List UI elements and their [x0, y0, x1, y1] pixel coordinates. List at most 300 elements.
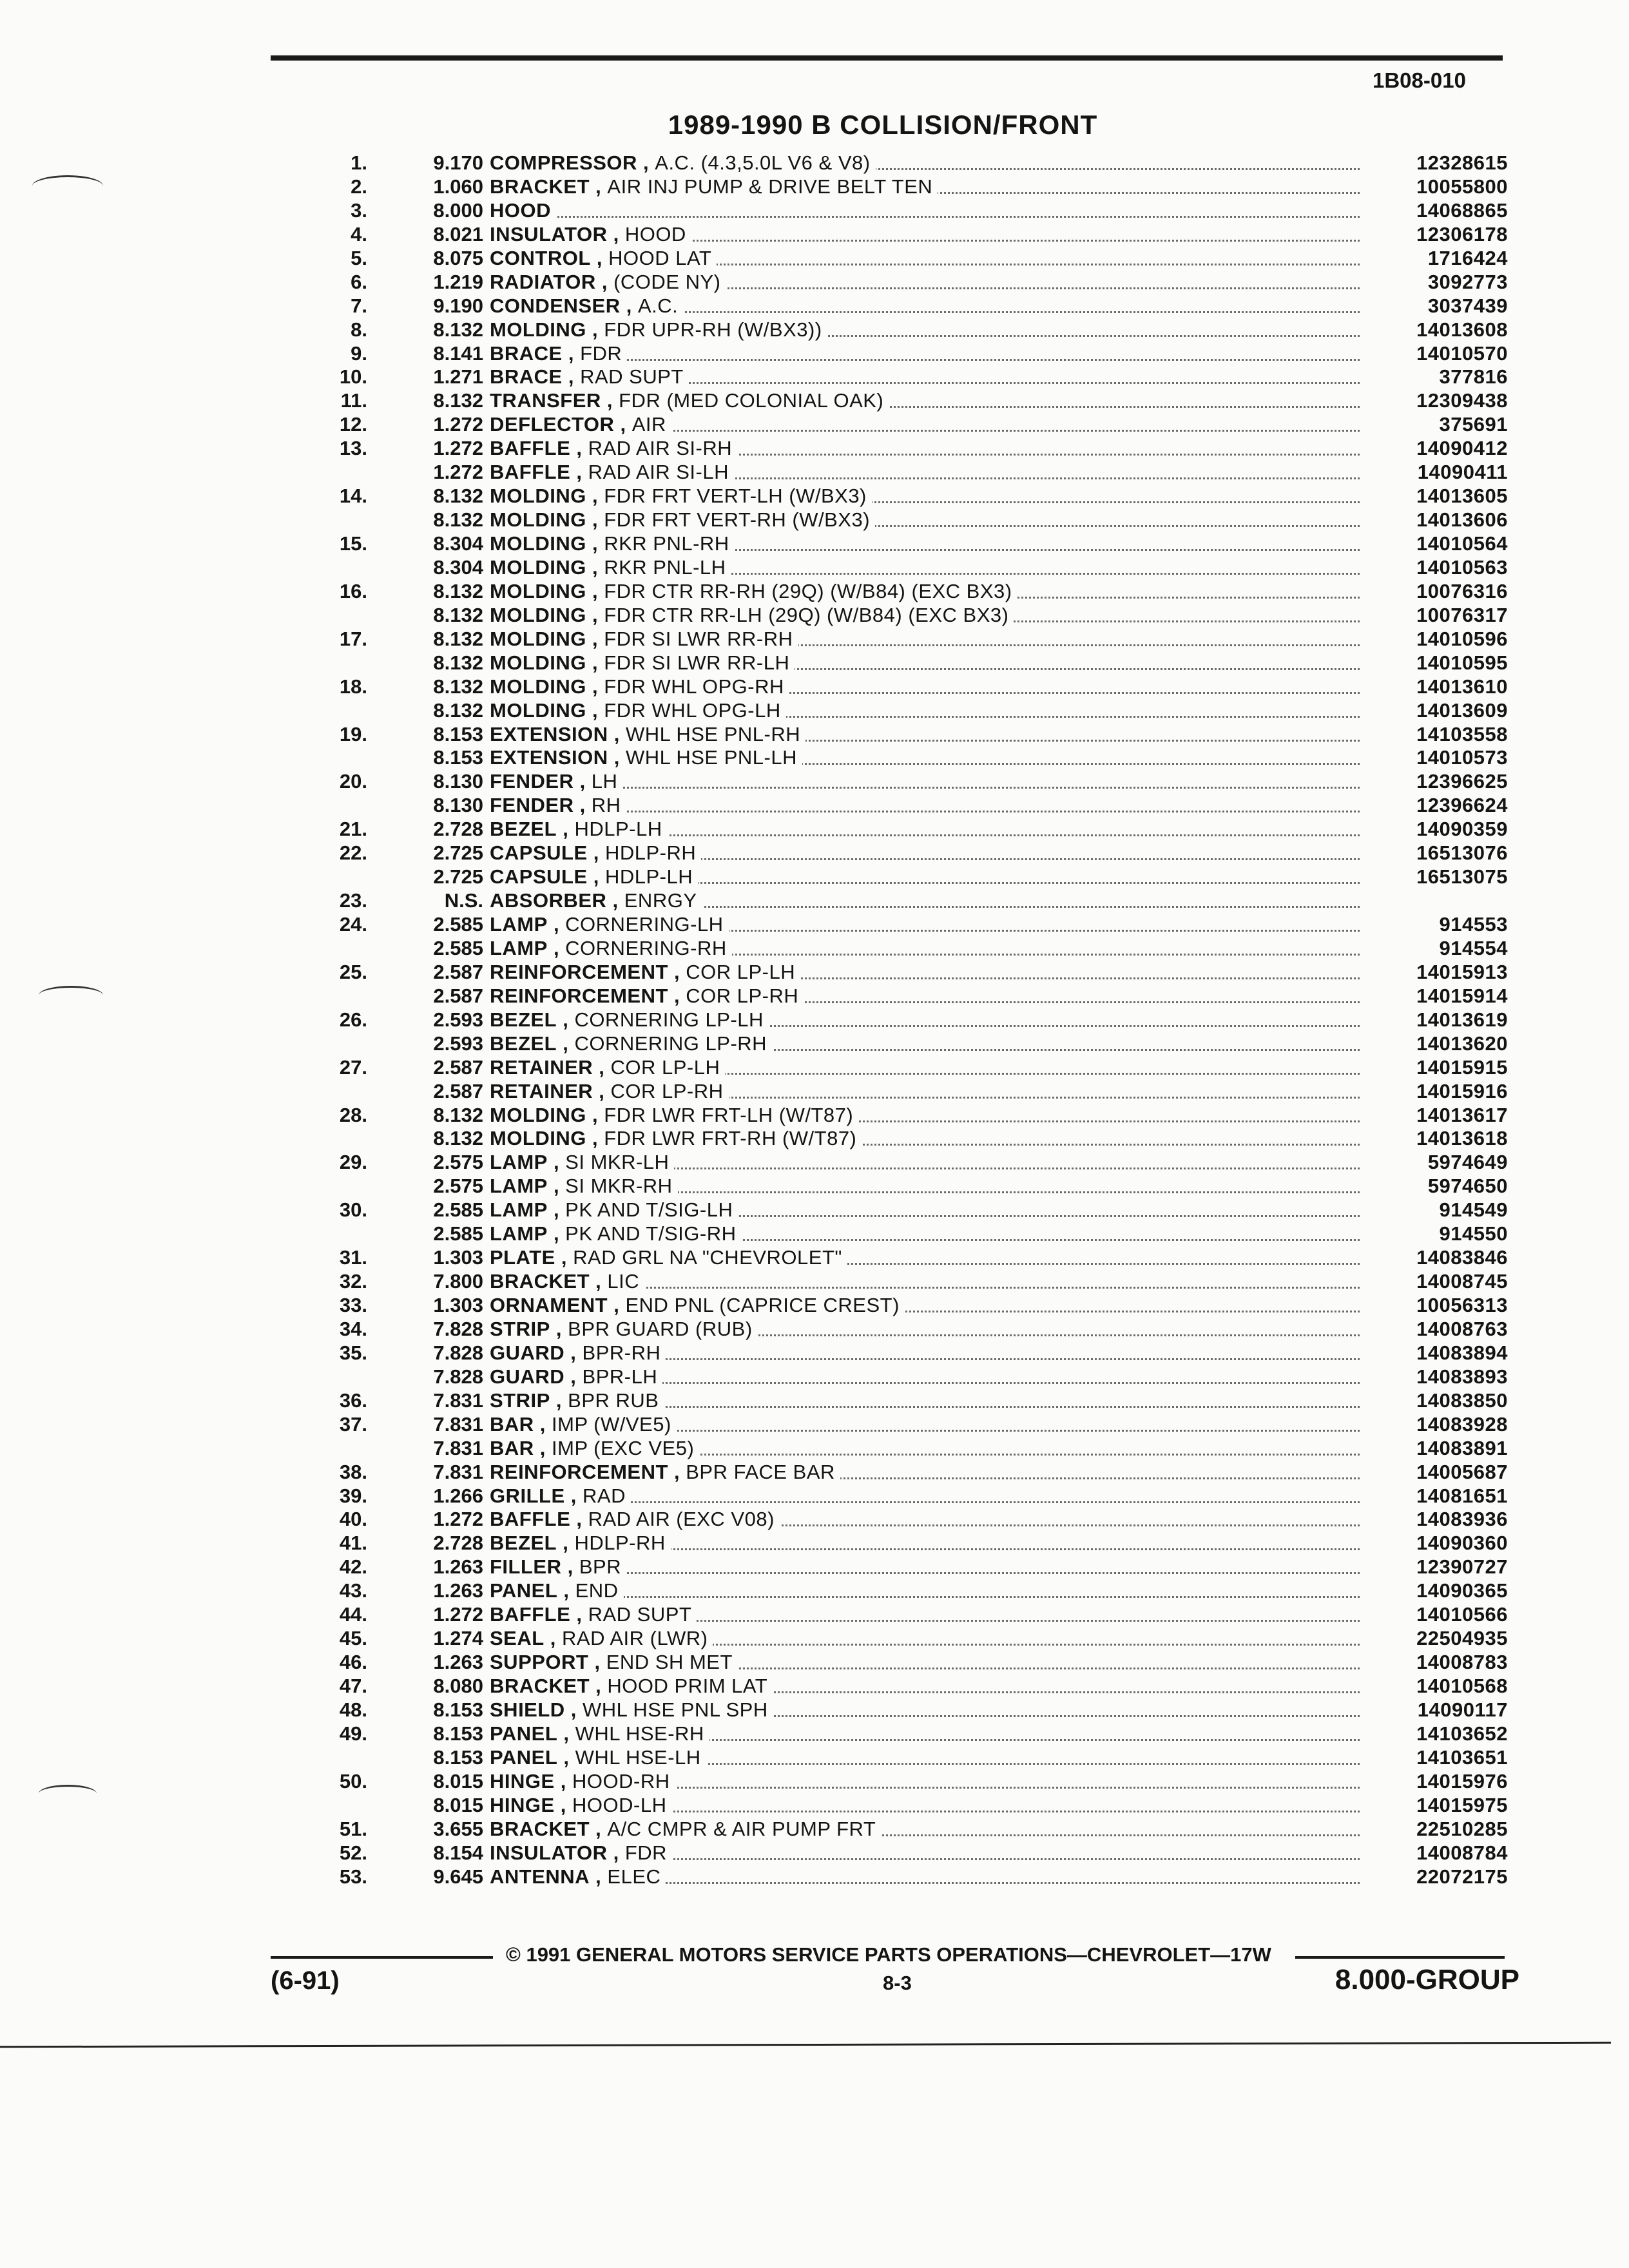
- part-number: 22510285: [1416, 1817, 1508, 1840]
- scan-mark: [32, 175, 103, 197]
- group-number: 8.132: [433, 508, 483, 532]
- part-number: 14008745: [1416, 1270, 1508, 1293]
- parts-row: [277, 1698, 1514, 1722]
- name-separator: ,: [586, 675, 604, 698]
- name-separator: ,: [586, 485, 604, 508]
- item-number: 27.: [339, 1055, 367, 1079]
- item-number: 46.: [339, 1651, 367, 1674]
- name-separator: ,: [554, 1769, 573, 1792]
- group-number: 1.303: [433, 1246, 483, 1269]
- name-separator: ,: [606, 889, 624, 912]
- part-name: [490, 1293, 905, 1317]
- group-number: 2.587: [433, 1055, 483, 1079]
- group-number: 8.153: [433, 722, 483, 745]
- part-noun: RADIATOR: [490, 270, 596, 293]
- parts-row: [277, 436, 1514, 460]
- part-name: [490, 1507, 780, 1531]
- parts-row: [277, 532, 1514, 555]
- name-separator: ,: [593, 1055, 611, 1079]
- dot-leader: [496, 1596, 1360, 1598]
- part-name: [490, 651, 795, 675]
- parts-row: [277, 1865, 1514, 1888]
- item-number: 32.: [339, 1270, 367, 1293]
- part-name: [490, 1079, 729, 1103]
- parts-row: [277, 318, 1514, 341]
- parts-row: [277, 1531, 1514, 1555]
- group-number: 8.075: [433, 246, 483, 269]
- parts-row: [277, 1793, 1514, 1817]
- part-noun: BRACKET: [490, 1270, 590, 1293]
- part-name: [490, 865, 698, 889]
- part-name: [490, 675, 789, 698]
- part-description: FDR FRT VERT-RH (W/BX3): [604, 508, 871, 532]
- part-description: HOOD-RH: [572, 1769, 670, 1792]
- part-noun: HOOD: [490, 198, 551, 222]
- part-noun: PANEL: [490, 1745, 558, 1769]
- name-separator: ,: [547, 936, 566, 959]
- part-description: CORNERING-RH: [565, 936, 727, 959]
- part-description: FDR WHL OPG-RH: [604, 675, 784, 698]
- part-noun: MOLDING: [490, 603, 586, 626]
- parts-row: [277, 889, 1514, 912]
- part-number: 16513075: [1416, 865, 1508, 889]
- parts-row: [277, 1602, 1514, 1626]
- name-separator: ,: [586, 508, 604, 532]
- parts-row: [277, 222, 1514, 246]
- parts-row: [277, 1555, 1514, 1579]
- part-description: WHL HSE PNL-LH: [626, 746, 797, 769]
- name-separator: ,: [557, 1532, 575, 1555]
- part-number: 914554: [1439, 936, 1508, 959]
- part-description: BPR-RH: [582, 1341, 661, 1364]
- part-name: [490, 1865, 666, 1888]
- part-number: 14013619: [1416, 1008, 1508, 1031]
- part-noun: MOLDING: [490, 651, 586, 674]
- part-name: [490, 1032, 772, 1055]
- group-number: 9.170: [433, 151, 483, 174]
- page-title: 1989-1990 B COLLISION/FRONT: [668, 110, 1098, 140]
- parts-row: [277, 1507, 1514, 1531]
- parts-list: [277, 151, 1514, 1888]
- name-separator: ,: [590, 1817, 608, 1840]
- group-number: 2.585: [433, 1222, 483, 1245]
- part-description: FDR: [580, 341, 622, 365]
- group-number: 3.655: [433, 1817, 483, 1840]
- name-separator: ,: [562, 365, 581, 389]
- part-noun: BAFFLE: [490, 461, 571, 484]
- part-noun: MOLDING: [490, 579, 586, 602]
- part-number: 14010564: [1416, 532, 1508, 555]
- parts-row: [277, 341, 1514, 365]
- part-name: [490, 603, 1014, 627]
- part-name: [490, 1245, 847, 1269]
- part-name: [490, 1269, 644, 1293]
- part-noun: LAMP: [490, 1151, 548, 1174]
- part-name: [490, 769, 622, 793]
- part-number: 14083928: [1416, 1412, 1508, 1436]
- part-number: 14010596: [1416, 627, 1508, 650]
- part-number: 10076317: [1416, 603, 1508, 626]
- part-noun: INSULATOR: [490, 222, 608, 245]
- name-separator: ,: [586, 1103, 604, 1126]
- group-number: 8.021: [433, 222, 483, 245]
- group-number: 8.132: [433, 318, 483, 341]
- part-name: [490, 294, 683, 318]
- footer-rule: [271, 1956, 493, 1959]
- part-number: 14083893: [1416, 1365, 1508, 1388]
- part-number: 14013620: [1416, 1032, 1508, 1055]
- group-number: 2.575: [433, 1151, 483, 1174]
- parts-row: [277, 817, 1514, 841]
- group-number: 8.132: [433, 389, 483, 412]
- parts-row: [277, 769, 1514, 793]
- part-noun: MOLDING: [490, 485, 586, 508]
- part-name: [490, 555, 731, 579]
- item-number: 48.: [339, 1698, 367, 1721]
- item-number: 37.: [339, 1412, 367, 1436]
- part-name: [490, 889, 702, 912]
- part-description: RAD AIR (LWR): [562, 1627, 708, 1650]
- part-number: 14068865: [1416, 198, 1508, 222]
- name-separator: ,: [590, 246, 609, 269]
- part-description: ENRGY: [624, 889, 697, 912]
- part-noun: STRIP: [490, 1389, 550, 1412]
- part-name: [490, 1055, 725, 1079]
- part-name: [490, 817, 668, 841]
- item-number: 33.: [339, 1294, 367, 1316]
- group-number: 1.271: [433, 365, 483, 389]
- item-number: 23.: [339, 889, 367, 912]
- part-description: BPR RUB: [568, 1389, 659, 1412]
- group-number: 1.274: [433, 1627, 483, 1650]
- group-number: 8.153: [433, 1698, 483, 1721]
- item-number: 15.: [339, 532, 367, 555]
- part-noun: REINFORCEMENT: [490, 984, 668, 1007]
- group-number: 8.304: [433, 555, 483, 579]
- parts-row: [277, 1269, 1514, 1293]
- part-number: 10056313: [1416, 1294, 1508, 1316]
- name-separator: ,: [586, 318, 604, 341]
- item-number: 12.: [339, 413, 367, 436]
- part-number: 14010566: [1416, 1603, 1508, 1626]
- part-name: [490, 412, 671, 436]
- group-number: 8.015: [433, 1793, 483, 1816]
- part-noun: GRILLE: [490, 1484, 565, 1507]
- part-description: FDR CTR RR-LH (29Q) (W/B84) (EXC BX3): [604, 603, 1009, 626]
- part-name: [490, 246, 717, 270]
- group-number: 8.153: [433, 1745, 483, 1769]
- group-number: 8.132: [433, 1103, 483, 1126]
- part-number: 14083891: [1416, 1436, 1508, 1459]
- part-name: [490, 1769, 675, 1793]
- part-description: RKR PNL-RH: [604, 532, 729, 555]
- part-noun: COMPRESSOR: [490, 151, 637, 174]
- parts-row: [277, 1008, 1514, 1032]
- parts-row: [277, 246, 1514, 270]
- item-number: 47.: [339, 1675, 367, 1697]
- name-separator: ,: [586, 603, 604, 626]
- part-name: [490, 365, 689, 389]
- group-number: 2.725: [433, 841, 483, 865]
- part-name: [490, 1579, 624, 1602]
- group-number: 7.828: [433, 1365, 483, 1388]
- parts-row: [277, 1365, 1514, 1389]
- parts-row: [277, 627, 1514, 651]
- item-number: 39.: [339, 1484, 367, 1507]
- group-code: 8.000-GROUP: [1335, 1964, 1519, 1995]
- group-number: 7.831: [433, 1389, 483, 1412]
- part-number: 14005687: [1416, 1460, 1508, 1483]
- name-separator: ,: [564, 1341, 583, 1364]
- part-name: [490, 1365, 662, 1389]
- group-number: 1.272: [433, 461, 483, 484]
- parts-row: [277, 1389, 1514, 1412]
- name-separator: ,: [588, 1651, 606, 1674]
- group-number: 1.263: [433, 1579, 483, 1602]
- part-description: HOOD PRIM LAT: [607, 1675, 768, 1697]
- part-noun: LAMP: [490, 936, 548, 959]
- part-noun: MOLDING: [490, 698, 586, 722]
- group-number: 8.154: [433, 1841, 483, 1864]
- name-separator: ,: [590, 175, 608, 198]
- name-separator: ,: [590, 1675, 608, 1697]
- name-separator: ,: [668, 960, 686, 983]
- part-number: 14015915: [1416, 1055, 1508, 1079]
- part-number: 14013609: [1416, 698, 1508, 722]
- group-number: 7.831: [433, 1412, 483, 1436]
- item-number: 3.: [351, 198, 367, 222]
- part-noun: BRACKET: [490, 1675, 590, 1697]
- group-number: 7.831: [433, 1460, 483, 1483]
- part-number: 14010595: [1416, 651, 1508, 674]
- item-number: 22.: [339, 841, 367, 865]
- name-separator: ,: [544, 1627, 563, 1650]
- part-description: A/C CMPR & AIR PUMP FRT: [607, 1817, 876, 1840]
- name-separator: ,: [564, 1698, 583, 1721]
- part-noun: RETAINER: [490, 1055, 593, 1079]
- part-name: [490, 1817, 881, 1841]
- name-separator: ,: [547, 1175, 566, 1198]
- item-number: 35.: [339, 1341, 367, 1364]
- part-number: 14090117: [1417, 1698, 1508, 1721]
- group-number: 1.272: [433, 1508, 483, 1531]
- part-description: ELEC: [607, 1865, 661, 1888]
- name-separator: ,: [637, 151, 655, 174]
- part-noun: BAFFLE: [490, 1603, 571, 1626]
- part-number: 14010573: [1416, 746, 1508, 769]
- group-number: 8.132: [433, 1127, 483, 1150]
- part-description: FDR: [624, 1841, 668, 1864]
- part-noun: PANEL: [490, 1579, 558, 1602]
- parts-row: [277, 1841, 1514, 1865]
- name-separator: ,: [614, 413, 632, 436]
- part-description: BPR: [579, 1555, 622, 1579]
- part-description: RAD: [583, 1484, 626, 1507]
- parts-row: [277, 722, 1514, 746]
- group-number: 8.153: [433, 746, 483, 769]
- part-noun: BEZEL: [490, 818, 557, 841]
- revision-date: (6-91): [271, 1966, 340, 1995]
- group-number: N.S.: [444, 889, 483, 912]
- parts-row: [277, 984, 1514, 1008]
- name-separator: ,: [586, 555, 604, 579]
- part-description: COR LP-RH: [610, 1079, 724, 1102]
- part-noun: BEZEL: [490, 1032, 557, 1055]
- part-description: HOOD LAT: [608, 246, 712, 269]
- item-number: 4.: [351, 222, 367, 245]
- part-name: [490, 270, 726, 294]
- parts-row: [277, 1579, 1514, 1602]
- part-name: [490, 175, 938, 198]
- part-number: 12396624: [1416, 794, 1508, 817]
- part-number: 14083846: [1416, 1246, 1508, 1269]
- part-name: [490, 1174, 678, 1198]
- parts-row: [277, 698, 1514, 722]
- group-number: 2.725: [433, 865, 483, 889]
- part-number: 5974649: [1427, 1151, 1508, 1174]
- item-number: 44.: [339, 1603, 367, 1626]
- part-number: 914553: [1439, 913, 1508, 936]
- part-number: 22504935: [1416, 1627, 1508, 1650]
- name-separator: ,: [586, 651, 604, 674]
- part-number: 12396625: [1416, 770, 1508, 793]
- part-name: [490, 1150, 674, 1174]
- group-number: 2.585: [433, 913, 483, 936]
- name-separator: ,: [547, 913, 566, 936]
- dot-leader: [496, 787, 1360, 789]
- part-name: [490, 1674, 773, 1698]
- name-separator: ,: [601, 389, 619, 412]
- group-number: 8.132: [433, 579, 483, 602]
- part-noun: FENDER: [490, 794, 574, 817]
- part-description: A.C.: [637, 294, 679, 317]
- part-description: FDR SI LWR RR-RH: [604, 627, 793, 650]
- part-number: 14008783: [1416, 1651, 1508, 1674]
- group-number: 1.272: [433, 437, 483, 460]
- part-number: 12328615: [1416, 151, 1508, 174]
- parts-row: [277, 1174, 1514, 1198]
- name-separator: ,: [607, 222, 625, 245]
- group-number: 8.132: [433, 651, 483, 674]
- part-noun: ABSORBER: [490, 889, 607, 912]
- part-noun: BRACE: [490, 365, 563, 389]
- name-separator: ,: [555, 1246, 574, 1269]
- item-number: 42.: [339, 1555, 367, 1579]
- group-number: 1.263: [433, 1555, 483, 1579]
- part-name: [490, 532, 735, 555]
- group-number: 8.132: [433, 627, 483, 650]
- item-number: 21.: [339, 818, 367, 841]
- part-name: [490, 341, 627, 365]
- part-description: END PNL (CAPRICE CREST): [625, 1294, 900, 1316]
- part-name: [490, 1602, 697, 1626]
- part-description: CORNERING LP-RH: [574, 1032, 767, 1055]
- group-number: 7.828: [433, 1317, 483, 1340]
- group-number: 1.263: [433, 1651, 483, 1674]
- parts-row: [277, 841, 1514, 865]
- part-number: 14103558: [1416, 722, 1508, 745]
- group-number: 1.303: [433, 1294, 483, 1316]
- part-description: FDR SI LWR RR-LH: [604, 651, 790, 674]
- part-number: 16513076: [1416, 841, 1508, 865]
- name-separator: ,: [574, 794, 592, 817]
- part-name: [490, 151, 876, 175]
- part-noun: REINFORCEMENT: [490, 1460, 668, 1483]
- part-noun: MOLDING: [490, 675, 586, 698]
- parts-row: [277, 175, 1514, 198]
- part-noun: BEZEL: [490, 1008, 557, 1031]
- part-description: SI MKR-LH: [565, 1151, 670, 1174]
- part-name: [490, 318, 827, 341]
- part-noun: PANEL: [490, 1722, 558, 1745]
- group-number: 2.585: [433, 936, 483, 959]
- part-description: RH: [591, 794, 621, 817]
- part-number: 14013617: [1416, 1103, 1508, 1126]
- name-separator: ,: [586, 579, 604, 602]
- item-number: 14.: [339, 485, 367, 508]
- item-number: 9.: [351, 341, 367, 365]
- group-number: 1.266: [433, 1484, 483, 1507]
- item-number: 53.: [339, 1865, 367, 1888]
- item-number: 34.: [339, 1317, 367, 1340]
- part-name: [490, 1484, 631, 1508]
- part-name: [490, 1341, 666, 1365]
- item-number: 28.: [339, 1103, 367, 1126]
- scan-mark: [39, 1785, 97, 1802]
- part-noun: EXTENSION: [490, 746, 608, 769]
- parts-row: [277, 460, 1514, 484]
- item-number: 40.: [339, 1508, 367, 1531]
- part-description: FDR UPR-RH (W/BX3)): [604, 318, 822, 341]
- part-noun: BRACKET: [490, 1817, 590, 1840]
- part-noun: ANTENNA: [490, 1865, 590, 1888]
- part-noun: HINGE: [490, 1793, 555, 1816]
- part-number: 14081651: [1416, 1484, 1508, 1507]
- group-number: 8.132: [433, 698, 483, 722]
- part-number: 12309438: [1416, 389, 1508, 412]
- parts-row: [277, 1769, 1514, 1793]
- part-noun: CAPSULE: [490, 841, 588, 865]
- part-noun: HINGE: [490, 1769, 555, 1792]
- parts-row: [277, 1674, 1514, 1698]
- part-number: 14008784: [1416, 1841, 1508, 1864]
- part-description: COR LP-LH: [686, 960, 796, 983]
- part-description: HDLP-LH: [574, 818, 662, 841]
- part-noun: MOLDING: [490, 1103, 586, 1126]
- part-noun: BRACE: [490, 341, 563, 365]
- parts-row: [277, 651, 1514, 675]
- part-number: 14090412: [1416, 437, 1508, 460]
- part-number: 14083936: [1416, 1508, 1508, 1531]
- part-number: 14010568: [1416, 1675, 1508, 1697]
- part-number: 14103652: [1416, 1722, 1508, 1745]
- part-number: 14013606: [1416, 508, 1508, 532]
- name-separator: ,: [570, 437, 588, 460]
- part-description: COR LP-LH: [610, 1055, 720, 1079]
- group-number: 2.728: [433, 1532, 483, 1555]
- part-description: WHL HSE-RH: [575, 1722, 704, 1745]
- group-number: 7.800: [433, 1270, 483, 1293]
- group-number: 7.831: [433, 1436, 483, 1459]
- name-separator: ,: [608, 746, 626, 769]
- parts-row: [277, 1293, 1514, 1317]
- part-number: 14015914: [1416, 984, 1508, 1007]
- group-number: 8.141: [433, 341, 483, 365]
- name-separator: ,: [557, 1032, 575, 1055]
- part-number: 3092773: [1427, 270, 1508, 293]
- part-name: [490, 1222, 741, 1245]
- item-number: 17.: [339, 627, 367, 650]
